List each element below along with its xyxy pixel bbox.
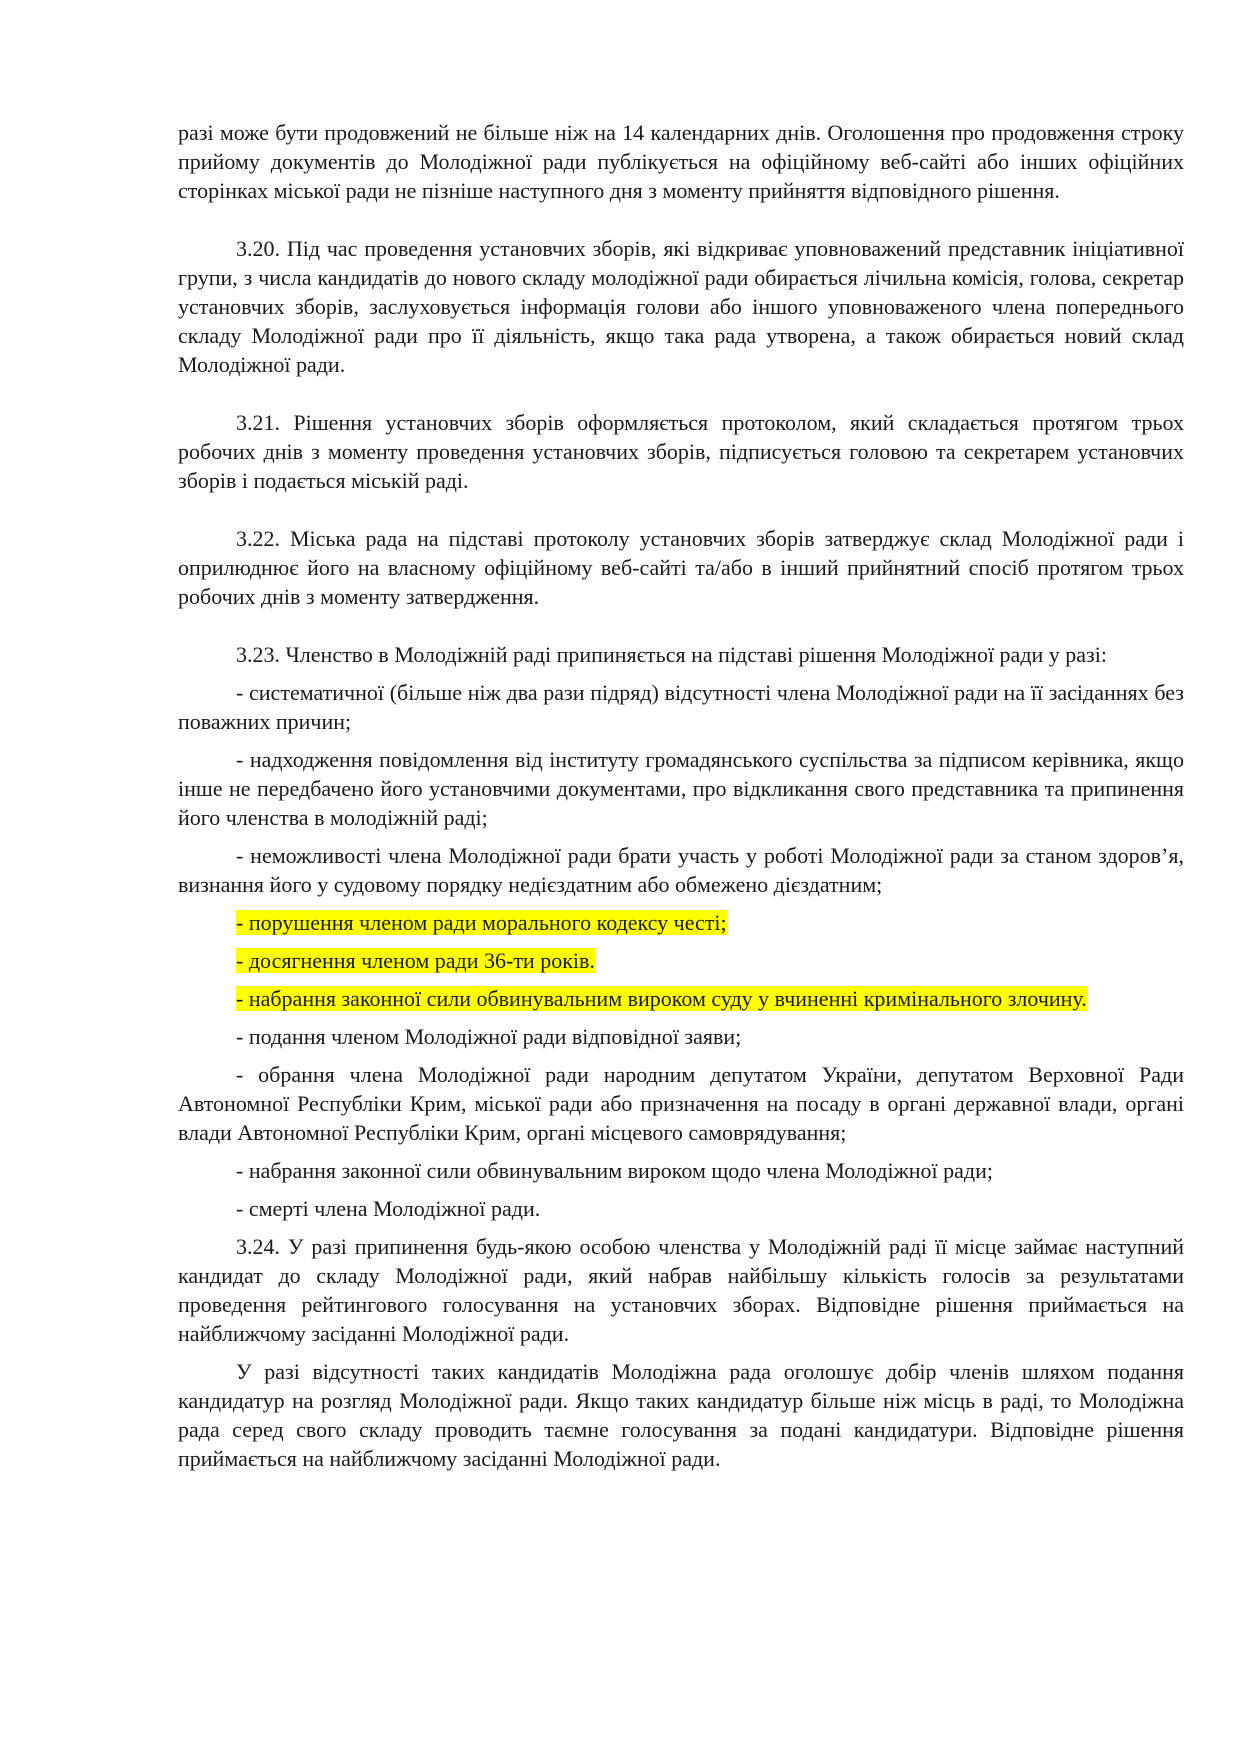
paragraph-3-22: 3.22. Міська рада на підставі протоколу установчих зборів затверджує склад Молодіжної ради і оприлюднює його на власному офіційному веб-сайті та/або в інший прийнятний спосіб протягом трьох робочих днів з моменту затвердження. (178, 526, 1184, 609)
paragraph-3-23: 3.23. Членство в Молодіжній раді припиняється на підставі рішення Молодіжної ради у разі: (236, 642, 1107, 667)
highlighted-text: - набрання законної сили обвинувальним вироком суду у вчиненні кримінального злочину. (236, 986, 1087, 1011)
list-item-resignation: - подання членом Молодіжної ради відповідної заяви; (236, 1024, 742, 1049)
list-item-recall: - надходження повідомлення від інституту громадянського суспільства за підписом керівника, якщо інше не передбачено його установчими документами, про відкликання свого представника та припинення його членства в молодіжній раді; (178, 747, 1184, 830)
list-item-verdict: - набрання законної сили обвинувальним вироком щодо члена Молодіжної ради; (236, 1158, 994, 1183)
document-page (178, 118, 1184, 1473)
highlighted-text: - досягнення членом ради 36-ти років. (236, 948, 595, 973)
list-item-criminal-verdict (178, 984, 1184, 1013)
paragraph-continuation: разі може бути продовжений не більше ніж на 14 календарних днів. Оголошення про продовження строку прийому документів до Молодіжної ради публікується на офіційному веб-сайті або інших офіційних сторінках міської ради не пізніше наступного дня з моменту прийняття відповідного рішення. (178, 120, 1184, 203)
list-item-election: - обрання члена Молодіжної ради народним депутатом України, депутатом Верховної Ради Автономної Республіки Крим, міської ради або призначення на посаду в органі державної влади, органі влади Автономної Республіки Крим, органі місцевого самоврядування; (178, 1062, 1184, 1145)
list-item-age-limit (178, 946, 1184, 975)
highlighted-text: - порушення членом ради морального кодексу честі; (236, 910, 727, 935)
paragraph-3-24: 3.24. У разі припинення будь-якою особою членства у Молодіжній раді її місце займає наступний кандидат до складу Молодіжної ради, який набрав найбільшу кількість голосів за результатами проведення рейтингового голосування на установчих зборах. Відповідне рішення приймається на найближчому засіданні Молодіжної ради. (178, 1234, 1184, 1346)
paragraph-no-candidates: У разі відсутності таких кандидатів Молодіжна рада оголошує добір членів шляхом подання кандидатур на розгляд Молодіжної ради. Якщо таких кандидатур більше ніж місць в раді, то Молодіжна рада серед свого складу проводить таємне голосування за подані кандидатури. Відповідне рішення приймається на найближчому засіданні Молодіжної ради. (178, 1359, 1184, 1471)
paragraph-3-21: 3.21. Рішення установчих зборів оформляється протоколом, який складається протягом трьох робочих днів з моменту проведення установчих зборів, підписується головою та секретарем установчих зборів і подається міській раді. (178, 410, 1184, 493)
list-item-incapacity: - неможливості члена Молодіжної ради брати участь у роботі Молодіжної ради за станом здоров’я, визнання його у судовому порядку недієздатним або обмежено дієздатним; (178, 843, 1184, 897)
list-item-honor-code (178, 908, 1184, 937)
list-item-death: - смерті члена Молодіжної ради. (236, 1196, 541, 1221)
list-item-absence: - систематичної (більше ніж два рази підряд) відсутності члена Молодіжної ради на її засіданнях без поважних причин; (178, 680, 1184, 734)
paragraph-3-20: 3.20. Під час проведення установчих зборів, які відкриває уповноважений представник ініціативної групи, з числа кандидатів до нового складу молодіжної ради обирається лічильна комісія, голова, секретар установчих зборів, заслуховується інформація голови або іншого уповноваженого члена попереднього складу Молодіжної ради про її діяльність, якщо така рада утворена, а також обирається новий склад Молодіжної ради. (178, 236, 1184, 377)
